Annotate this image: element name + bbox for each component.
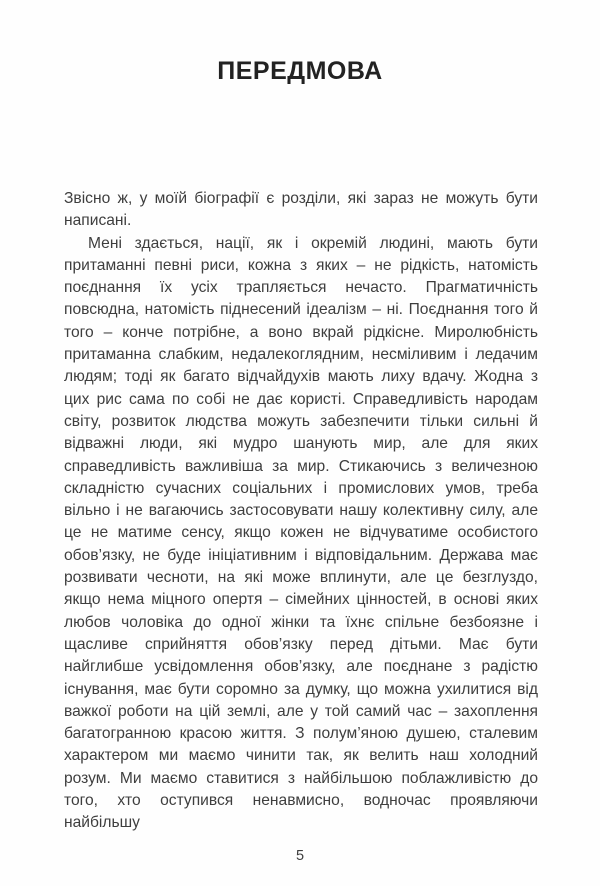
opening-paragraph: Звісно ж, у моїй біографії є розділи, які зараз не можуть бути написані. bbox=[64, 190, 538, 230]
page-number: 5 bbox=[295, 848, 305, 864]
main-paragraph: Мені здається, нації, як і окремій людині, мають бути притаманні певні риси, кожна з яких – не рідкість, натомість поєднання їх усіх трапляється нечасто. Прагматичність повсюдна, натомість піднесений ідеалізм – ні. Поєднання того й того – конче потрібне, а воно вкрай рідкісне. Миролюбність притаманна слабким, недалекоглядним, несміливим і ледачим людям; тоді як багато відчайдухів мають лиху вдачу. Жодна з цих рис сама по собі не дає користі. Справедливість народам світу, розвиток людства можуть забезпечити тільки сильні й відважні люди, які мудро шанують мир, але для яких справедливість важливіша за мир. Стикаючись з величезною складністю сучасних соціальних і промислових умов, треба вільно і не вагаючись застосовувати нашу колективну силу, але це не матиме сенсу, якщо кожен не відчуватиме особистого обов’язку, не буде ініціативним і відповідальним. Держава має розвивати чесноти, на які може вплинути, але це безглуздо, якщо нема міцного опертя – сімейних цінностей, в основі яких любов чоловіка до одної жінки та їхнє спільне безбоязне і щасливе сприйняття обов’язку перед дітьми. Має бути найглибше усвідомлення обов’язку, але поєднане з радістю існування, має бути соромно за думку, що можна ухилитися від важкої роботи на цій землі, але у той самий час – захоплення багатогранною красою життя. З полум’яною душею, сталевим характером ми маємо чинити так, як велить наш холодний розум. Ми маємо ставитися з найбільшою поблажливістю до того, хто оступився ненавмисно, водночас проявляючи найбільшу bbox=[64, 234, 538, 832]
body-text bbox=[64, 188, 538, 835]
chapter-title: ПЕРЕДМОВА bbox=[217, 57, 383, 85]
